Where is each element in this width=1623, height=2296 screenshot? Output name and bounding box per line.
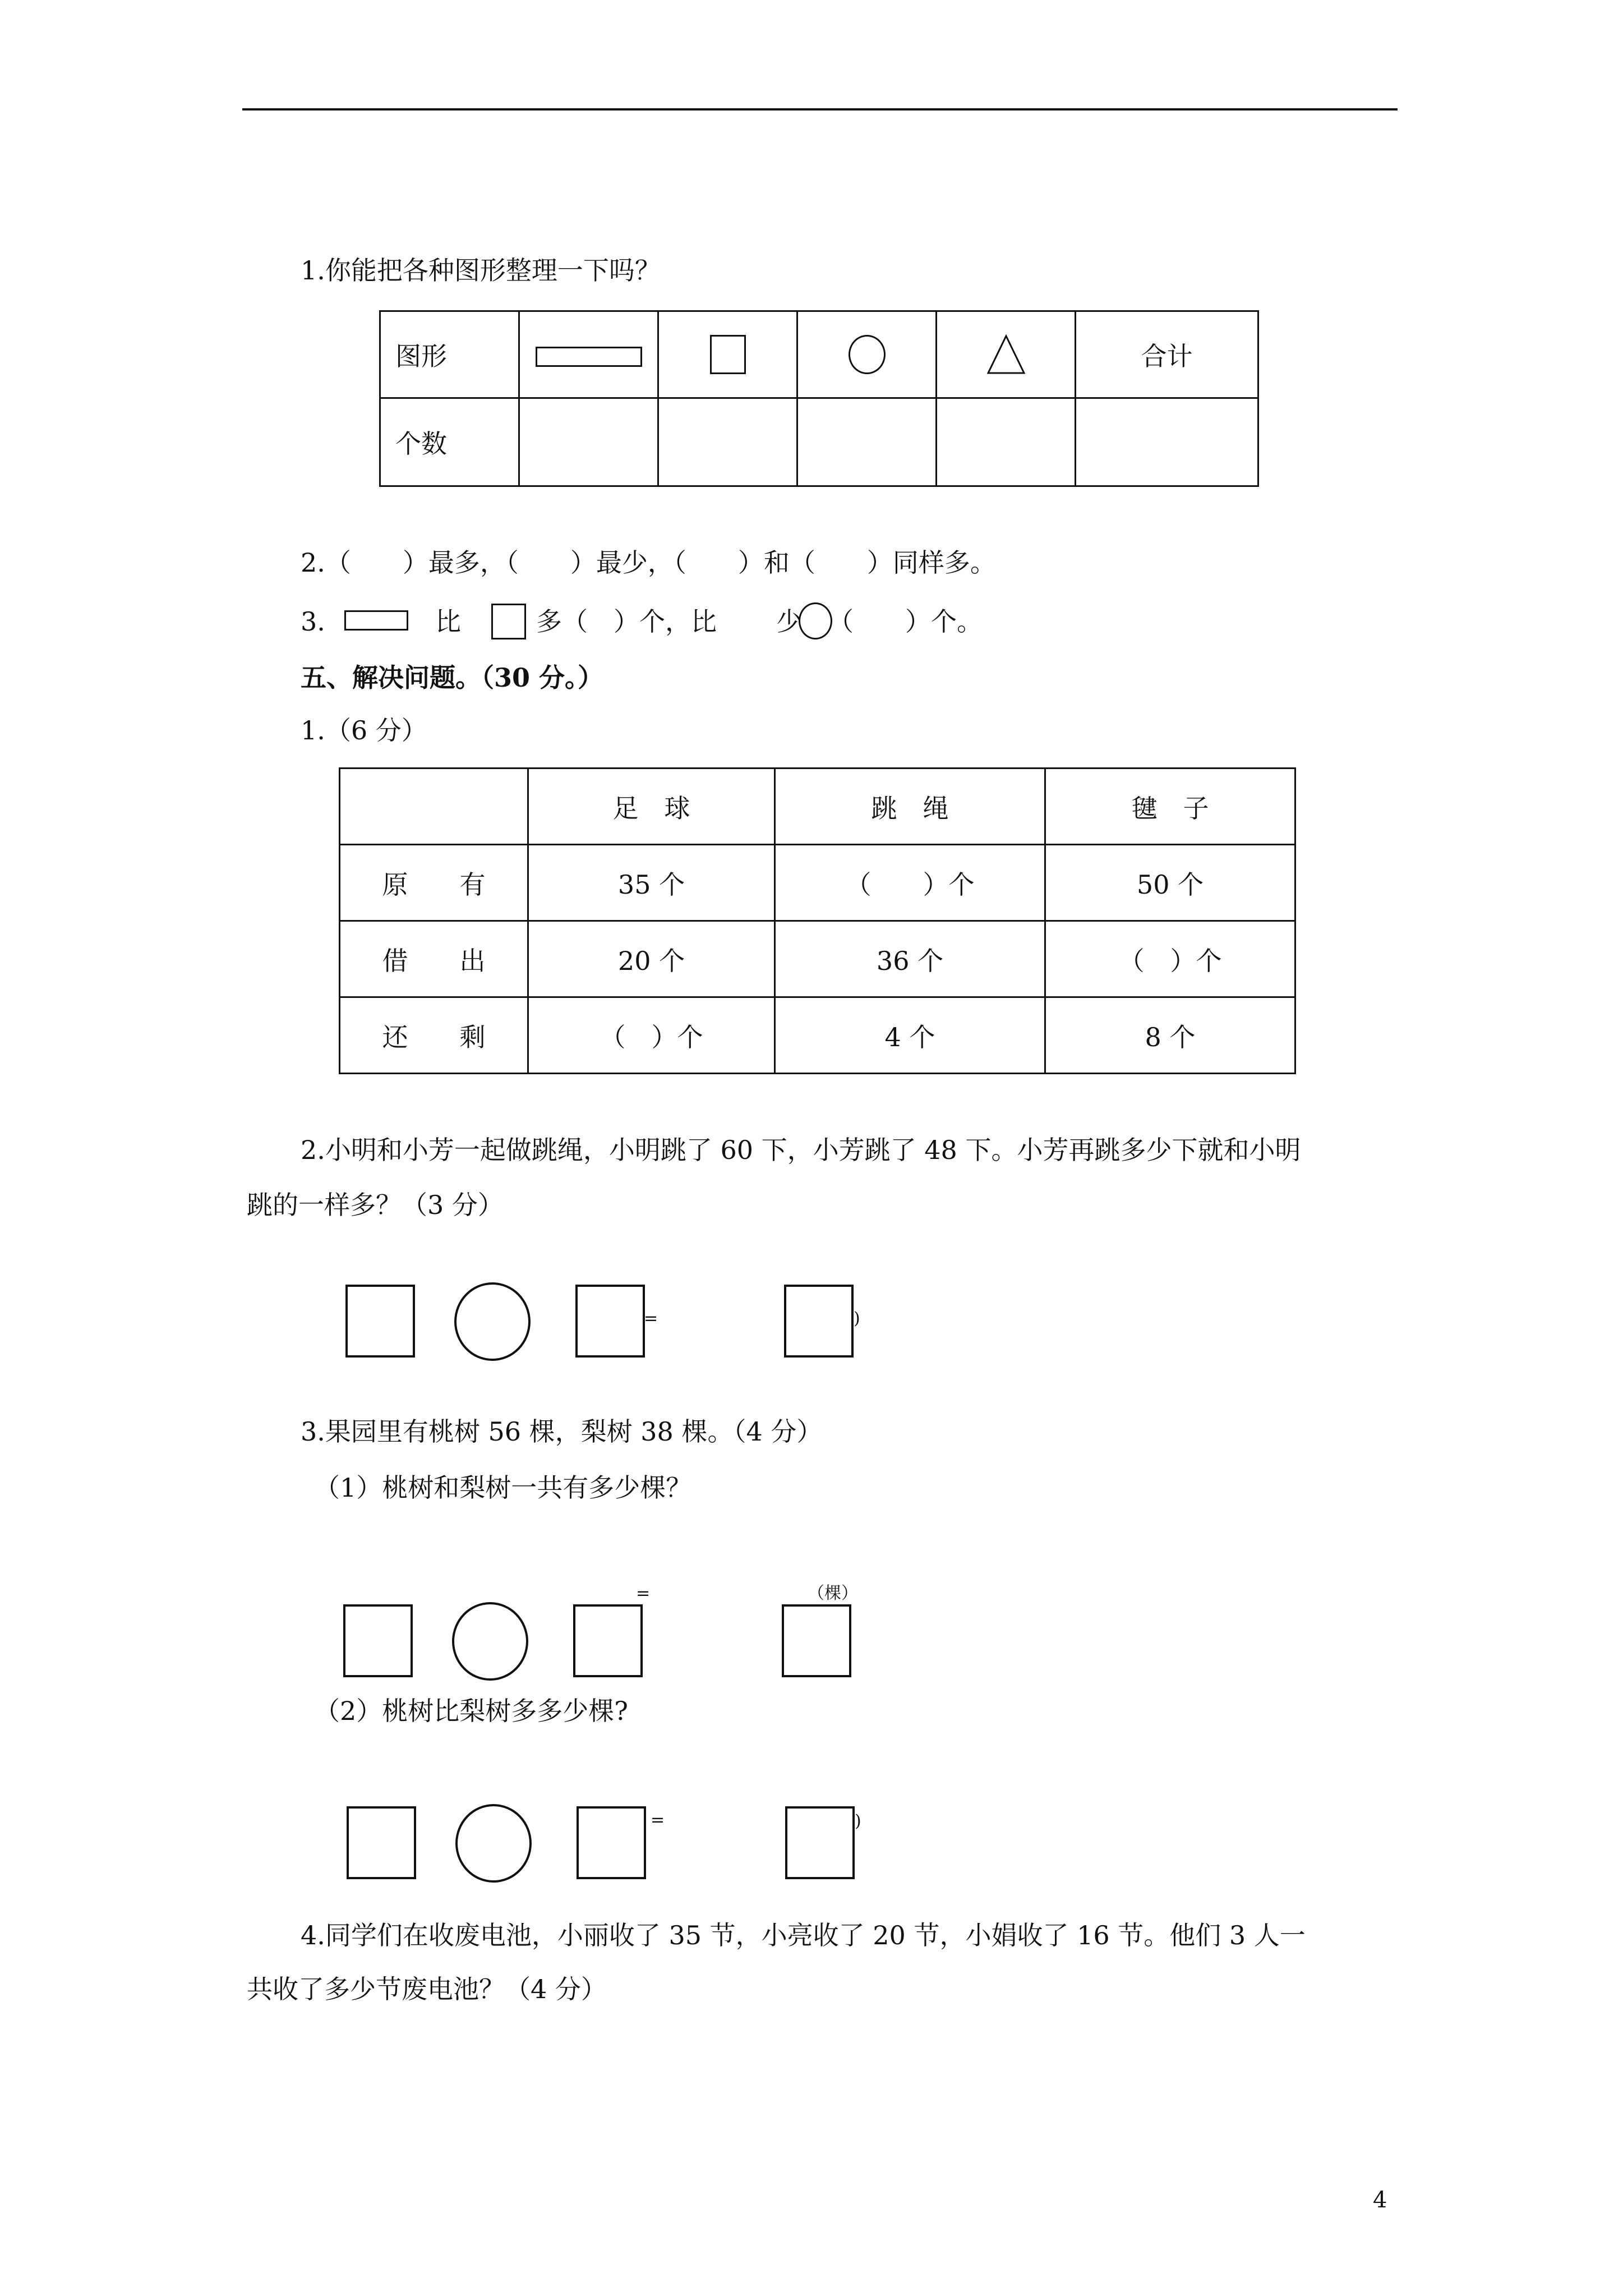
problem3-sub1: （1）桃树和梨树一共有多少棵？ xyxy=(314,1473,692,1503)
answer-box[interactable] xyxy=(347,1806,416,1879)
circle-icon xyxy=(797,311,937,398)
square-icon xyxy=(491,604,526,639)
table-cell-blank[interactable]: （ ）个 xyxy=(775,845,1045,921)
table-cell: 35 个 xyxy=(528,845,775,921)
header-rule xyxy=(242,108,1398,111)
q3-bi: 比 xyxy=(435,606,461,637)
table-row xyxy=(340,997,1295,1074)
q3-shao: 少 xyxy=(776,606,802,637)
answer-box[interactable] xyxy=(343,1604,413,1677)
problem3-sub2: （2）桃树比梨树多多少棵? xyxy=(314,1696,628,1726)
problem2-line1: 2.小明和小芳一起做跳绳，小明跳了 60 下，小芳跳了 48 下。小芳再跳多少下就和小明 xyxy=(301,1135,1301,1165)
row-label: 借 出 xyxy=(340,921,528,997)
operator-circle[interactable] xyxy=(454,1282,531,1361)
answer-box[interactable] xyxy=(577,1806,646,1879)
q3-prefix: 3. xyxy=(301,606,325,637)
problem3-text: 3.果园里有桃树 56 棵，梨树 38 棵。（4 分） xyxy=(301,1416,823,1447)
square-icon xyxy=(658,311,797,398)
answer-box[interactable] xyxy=(345,1285,415,1358)
problem4-line2: 共收了多少节废电池？（4 分） xyxy=(247,1974,607,2004)
table-row xyxy=(340,921,1295,997)
count-cell[interactable] xyxy=(797,398,937,486)
table-cell: 4 个 xyxy=(775,997,1045,1074)
q1-text: 1.你能把各种图形整理一下吗？ xyxy=(301,255,661,286)
section-title: 五、解决问题。（30 分。） xyxy=(301,662,604,693)
rectangle-icon xyxy=(519,311,658,398)
table-cell-blank[interactable]: （ ）个 xyxy=(528,997,775,1074)
table-cell: 8 个 xyxy=(1045,997,1295,1074)
row-label: 原 有 xyxy=(340,845,528,921)
table-cell: 20 个 xyxy=(528,921,775,997)
answer-box[interactable] xyxy=(575,1285,645,1358)
shape-count-table xyxy=(379,310,1259,487)
count-cell[interactable] xyxy=(937,398,1076,486)
count-cell[interactable] xyxy=(1076,398,1258,486)
answer-box[interactable] xyxy=(782,1604,851,1677)
circle-icon xyxy=(799,602,832,639)
answer-box[interactable] xyxy=(784,1285,854,1358)
shape-row-label: 图形 xyxy=(380,311,519,398)
q3-end: （ ）个。 xyxy=(828,606,983,637)
row-label: 还 剩 xyxy=(340,997,528,1074)
table-row xyxy=(340,845,1295,921)
table-header: 跳 绳 xyxy=(775,769,1045,845)
count-cell[interactable] xyxy=(658,398,797,486)
count-cell[interactable] xyxy=(519,398,658,486)
problem2-line2: 跳的一样多？（3 分） xyxy=(247,1190,504,1220)
table-header-empty xyxy=(340,769,528,845)
total-header: 合计 xyxy=(1076,311,1258,398)
equals-mark: = xyxy=(644,1309,658,1328)
q2-text: 2.（ ）最多，（ ）最少，（ ）和（ ）同样多。 xyxy=(301,547,996,578)
sports-equipment-table xyxy=(339,767,1296,1074)
table-cell: 50 个 xyxy=(1045,845,1295,921)
problem4-line1: 4.同学们在收废电池，小丽收了 35 节，小亮收了 20 节，小娟收了 16 节。他们 3 人一 xyxy=(301,1920,1306,1950)
triangle-icon xyxy=(937,311,1076,398)
rectangle-icon xyxy=(344,610,408,631)
table-header: 毽 子 xyxy=(1045,769,1295,845)
table-header: 足 球 xyxy=(528,769,775,845)
paren-mark: ) xyxy=(855,1811,861,1831)
unit-label: （棵） xyxy=(808,1584,858,1603)
table-cell: 36 个 xyxy=(775,921,1045,997)
problem1-label: 1.（6 分） xyxy=(301,715,427,746)
equals-mark: = xyxy=(636,1584,651,1603)
q3-duo: 多（ ）个，比 xyxy=(536,606,717,637)
equals-mark: = xyxy=(651,1810,665,1830)
page-number: 4 xyxy=(1373,2187,1387,2213)
paren-mark: ) xyxy=(854,1309,860,1328)
operator-circle[interactable] xyxy=(455,1804,532,1883)
table-cell-blank[interactable]: （ ）个 xyxy=(1045,921,1295,997)
count-row-label: 个数 xyxy=(380,398,519,486)
operator-circle[interactable] xyxy=(452,1602,528,1681)
answer-box[interactable] xyxy=(785,1806,855,1879)
answer-box[interactable] xyxy=(573,1604,643,1677)
